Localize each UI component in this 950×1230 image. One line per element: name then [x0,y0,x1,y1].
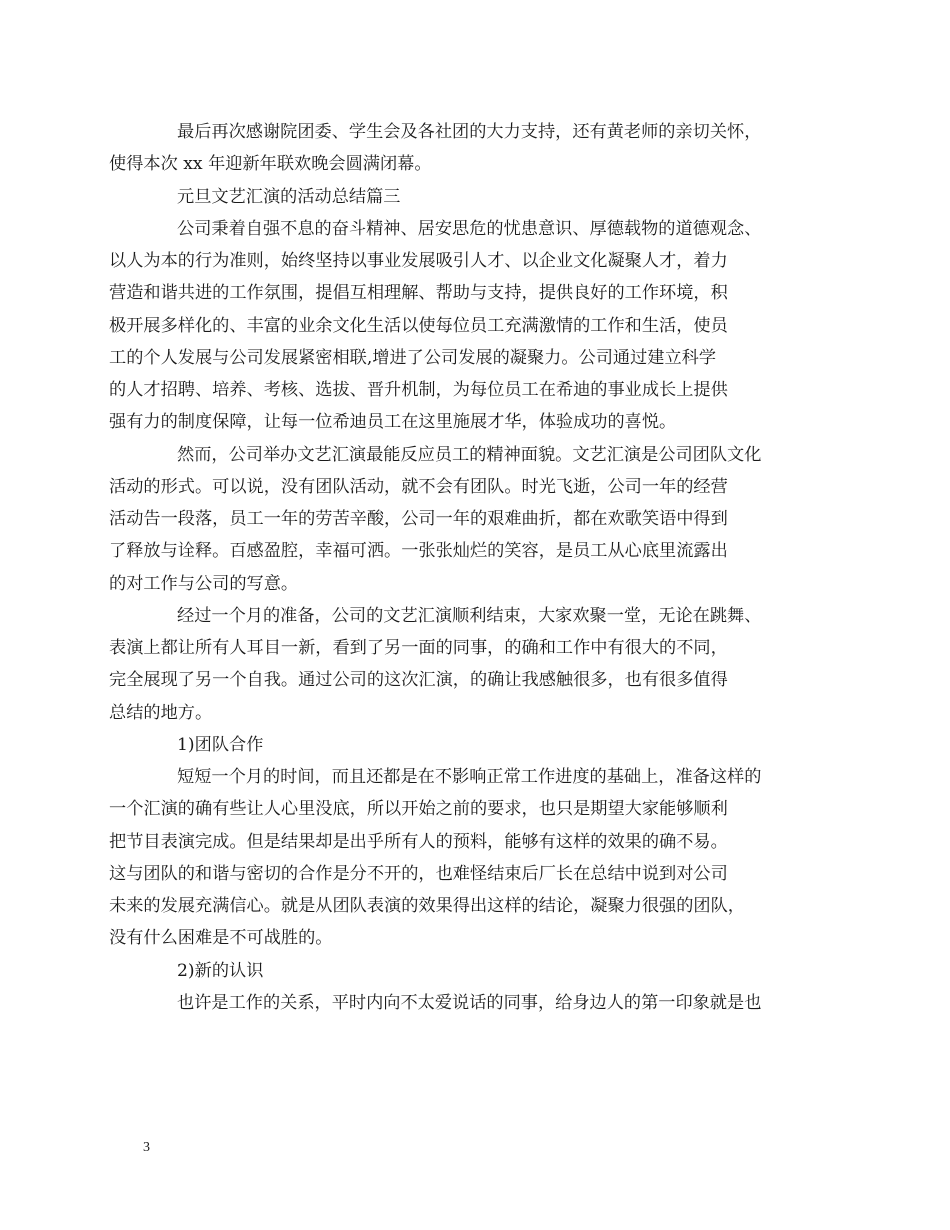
text-line: 未来的发展充满信心。就是从团队表演的效果得出这样的结论，凝聚力很强的团队， [109,896,745,916]
text-line: 活动的形式。可以说，没有团队活动，就不会有团队。时光飞逝，公司一年的经营 [109,476,728,497]
text-line: 短短一个月的时间，而且还都是在不影响正常工作进度的基础上，准备这样的 [177,767,762,787]
text-line: 使得本次 xx 年迎新年联欢晚会圆满闭幕。 [109,154,432,175]
text-line: 强有力的制度保障，让每一位希迪员工在这里施展才华，体验成功的喜悦。 [109,412,677,433]
text-line: 一个汇演的确有些让人心里没底，所以开始之前的要求，也只是期望大家能够顺利 [109,799,728,820]
text-line: 完全展现了另一个自我。通过公司的这次汇演，的确让我感触很多，也有很多值得 [109,670,728,691]
text-line: 极开展多样化的、丰富的业余文化生活以使每位员工充满激情的工作和生活，使员 [109,315,728,336]
text-line: 也许是工作的关系，平时内向不太爱说话的同事，给身边人的第一印象就是也 [177,992,762,1013]
text-line: 把节目表演完成。但是结果却是出乎所有人的预料，能够有这样的效果的确不易。 [109,831,728,852]
section-heading [143,729,823,761]
text-line: 的人才招聘、培养、考核、选拔、晋升机制，为每位员工在希迪的事业成长上提供 [109,380,728,400]
body-paragraph [109,439,823,600]
text-line: 的对工作与公司的写意。 [109,573,299,594]
body-paragraph [109,600,823,729]
text-line: 元旦文艺汇演的活动总结篇三 [177,186,401,207]
body-paragraph [109,213,823,439]
section-heading [143,181,823,213]
text-line: 总结的地方。 [109,702,213,723]
section-heading [143,955,823,987]
text-line: 1)团队合作 [177,734,264,755]
page-number: 3 [143,1140,150,1155]
text-line: 这与团队的和谐与密切的合作是分不开的，也难怪结束后厂长在总结中说到对公司 [109,863,728,884]
body-paragraph [109,761,823,955]
text-line: 经过一个月的准备，公司的文艺汇演顺利结束，大家欢聚一堂，无论在跳舞、 [177,605,762,626]
text-line: 营造和谐共进的工作氛围，提倡互相理解、帮助与支持，提供良好的工作环境，积 [109,283,728,304]
text-line: 以人为本的行为准则，始终坚持以事业发展吸引人才、以企业文化凝聚人才，着力 [109,251,728,271]
document-body [109,116,823,1019]
text-line: 了释放与诠释。百感盈腔，幸福可洒。一张张灿烂的笑容，是员工从心底里流露出 [109,541,728,562]
body-paragraph [143,987,823,1019]
text-line: 公司秉着自强不息的奋斗精神、居安思危的忧患意识、厚德载物的道德观念、 [177,218,762,239]
text-line: 表演上都让所有人耳目一新，看到了另一面的同事，的确和工作中有很大的不同， [109,638,728,658]
text-line: 活动告一段落，员工一年的劳苦辛酸，公司一年的艰难曲折，都在欢歌笑语中得到 [109,509,728,529]
text-line: 没有什么困难是不可战胜的。 [109,928,333,949]
text-line: 2)新的认识 [177,960,264,981]
text-line: 工的个人发展与公司发展紧密相联,增进了公司发展的凝聚力。公司通过建立科学 [109,347,717,368]
body-paragraph [109,116,823,181]
text-line: 然而，公司举办文艺汇演最能反应员工的精神面貌。文艺汇演是公司团队文化 [177,444,762,465]
text-line: 最后再次感谢院团委、学生会及各社团的大力支持，还有黄老师的亲切关怀， [177,122,762,142]
